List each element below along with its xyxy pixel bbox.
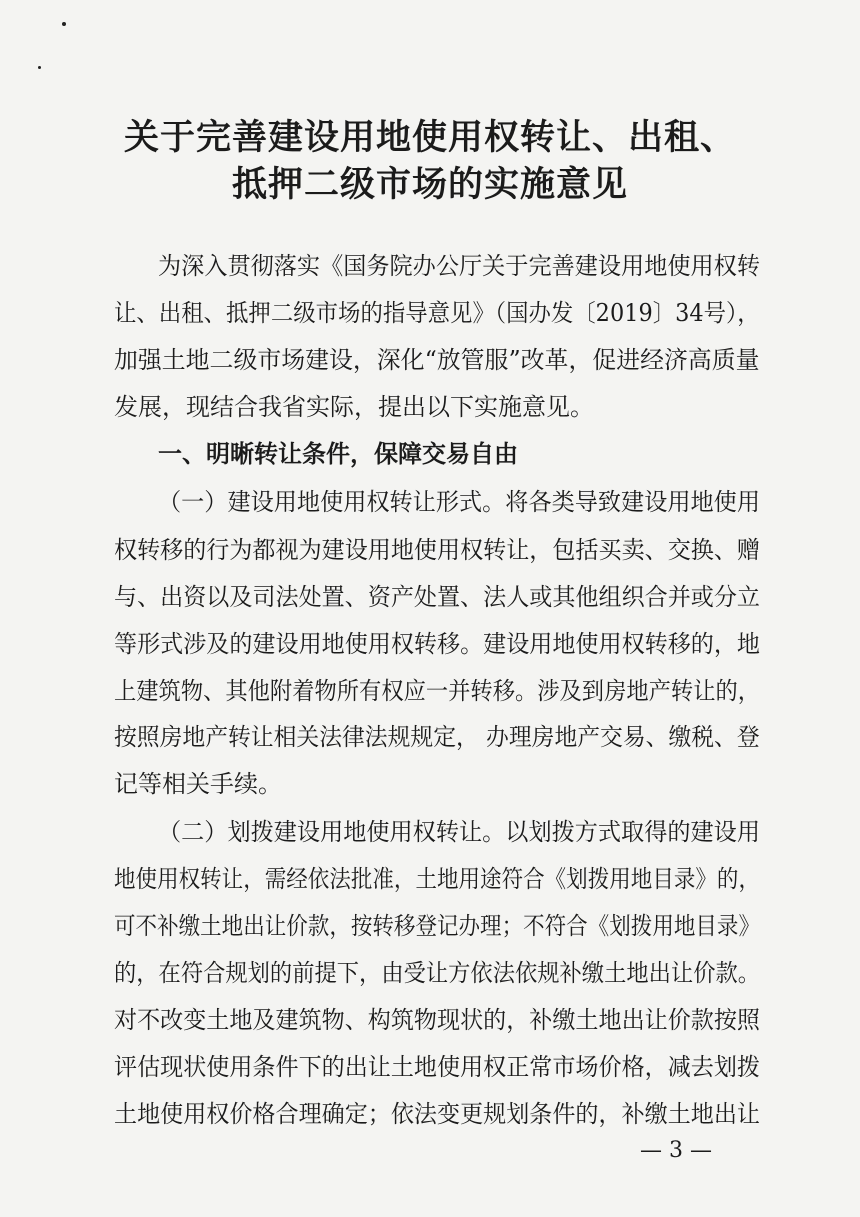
- section-1-heading: 一、明晰转让条件，保障交易自由: [158, 439, 518, 468]
- scan-speck: [62, 22, 66, 26]
- document-title-line-1: 关于完善建设用地使用权转让、出租、: [123, 117, 736, 158]
- para2-line-2: 地使用权转让，需经依法批准，土地用途符合《划拨用地目录》的，: [114, 865, 760, 893]
- para2-line-5: 对不改变土地及建筑物、构筑物现状的，补缴土地出让价款按照: [114, 1006, 760, 1034]
- para2-line-3: 可不补缴土地出让价款，按转移登记办理；不符合《划拨用地目录》: [114, 912, 760, 940]
- document-title-line-2: 抵押二级市场的实施意见: [231, 164, 628, 205]
- para1-line-5: 上建筑物、其他附着物所有权应一并转移。涉及到房地产转让的，: [114, 677, 761, 705]
- para1-line-6: 按照房地产转让相关法律法规规定， 办理房地产交易、缴税、登: [114, 723, 760, 751]
- intro-line-1: 为深入贯彻落实《国务院办公厅关于完善建设用地使用权转: [158, 252, 760, 280]
- scan-speck: [38, 66, 41, 69]
- para2-line-6: 评估现状使用条件下的出让土地使用权正常市场价格，减去划拨: [114, 1053, 760, 1081]
- para1-line-1: （一）建设用地使用权转让形式。将各类导致建设用地使用: [158, 488, 760, 516]
- para1-line-7: 记等相关手续。: [114, 770, 282, 798]
- para1-line-3: 与、出资以及司法处置、资产处置、法人或其他组织合并或分立: [114, 583, 760, 611]
- para2-line-1: （二）划拨建设用地使用权转让。以划拨方式取得的建设用: [158, 818, 760, 846]
- intro-line-3: 加强土地二级市场建设，深化“放管服”改革，促进经济高质量: [114, 346, 760, 374]
- page-number: — 3 —: [640, 1138, 712, 1163]
- para2-line-7: 土地使用权价格合理确定；依法变更规划条件的，补缴土地出让: [114, 1100, 760, 1128]
- intro-line-4: 发展，现结合我省实际，提出以下实施意见。: [114, 393, 594, 421]
- para2-line-4: 的，在符合规划的前提下，由受让方依法依规补缴土地出让价款。: [114, 959, 761, 987]
- para1-line-2: 权转移的行为都视为建设用地使用权转让，包括买卖、交换、赠: [114, 536, 760, 564]
- intro-line-2: 让、出租、抵押二级市场的指导意见》（国办发〔2019〕34号），: [114, 299, 760, 327]
- para1-line-4: 等形式涉及的建设用地使用权转移。建设用地使用权转移的，地: [114, 630, 760, 658]
